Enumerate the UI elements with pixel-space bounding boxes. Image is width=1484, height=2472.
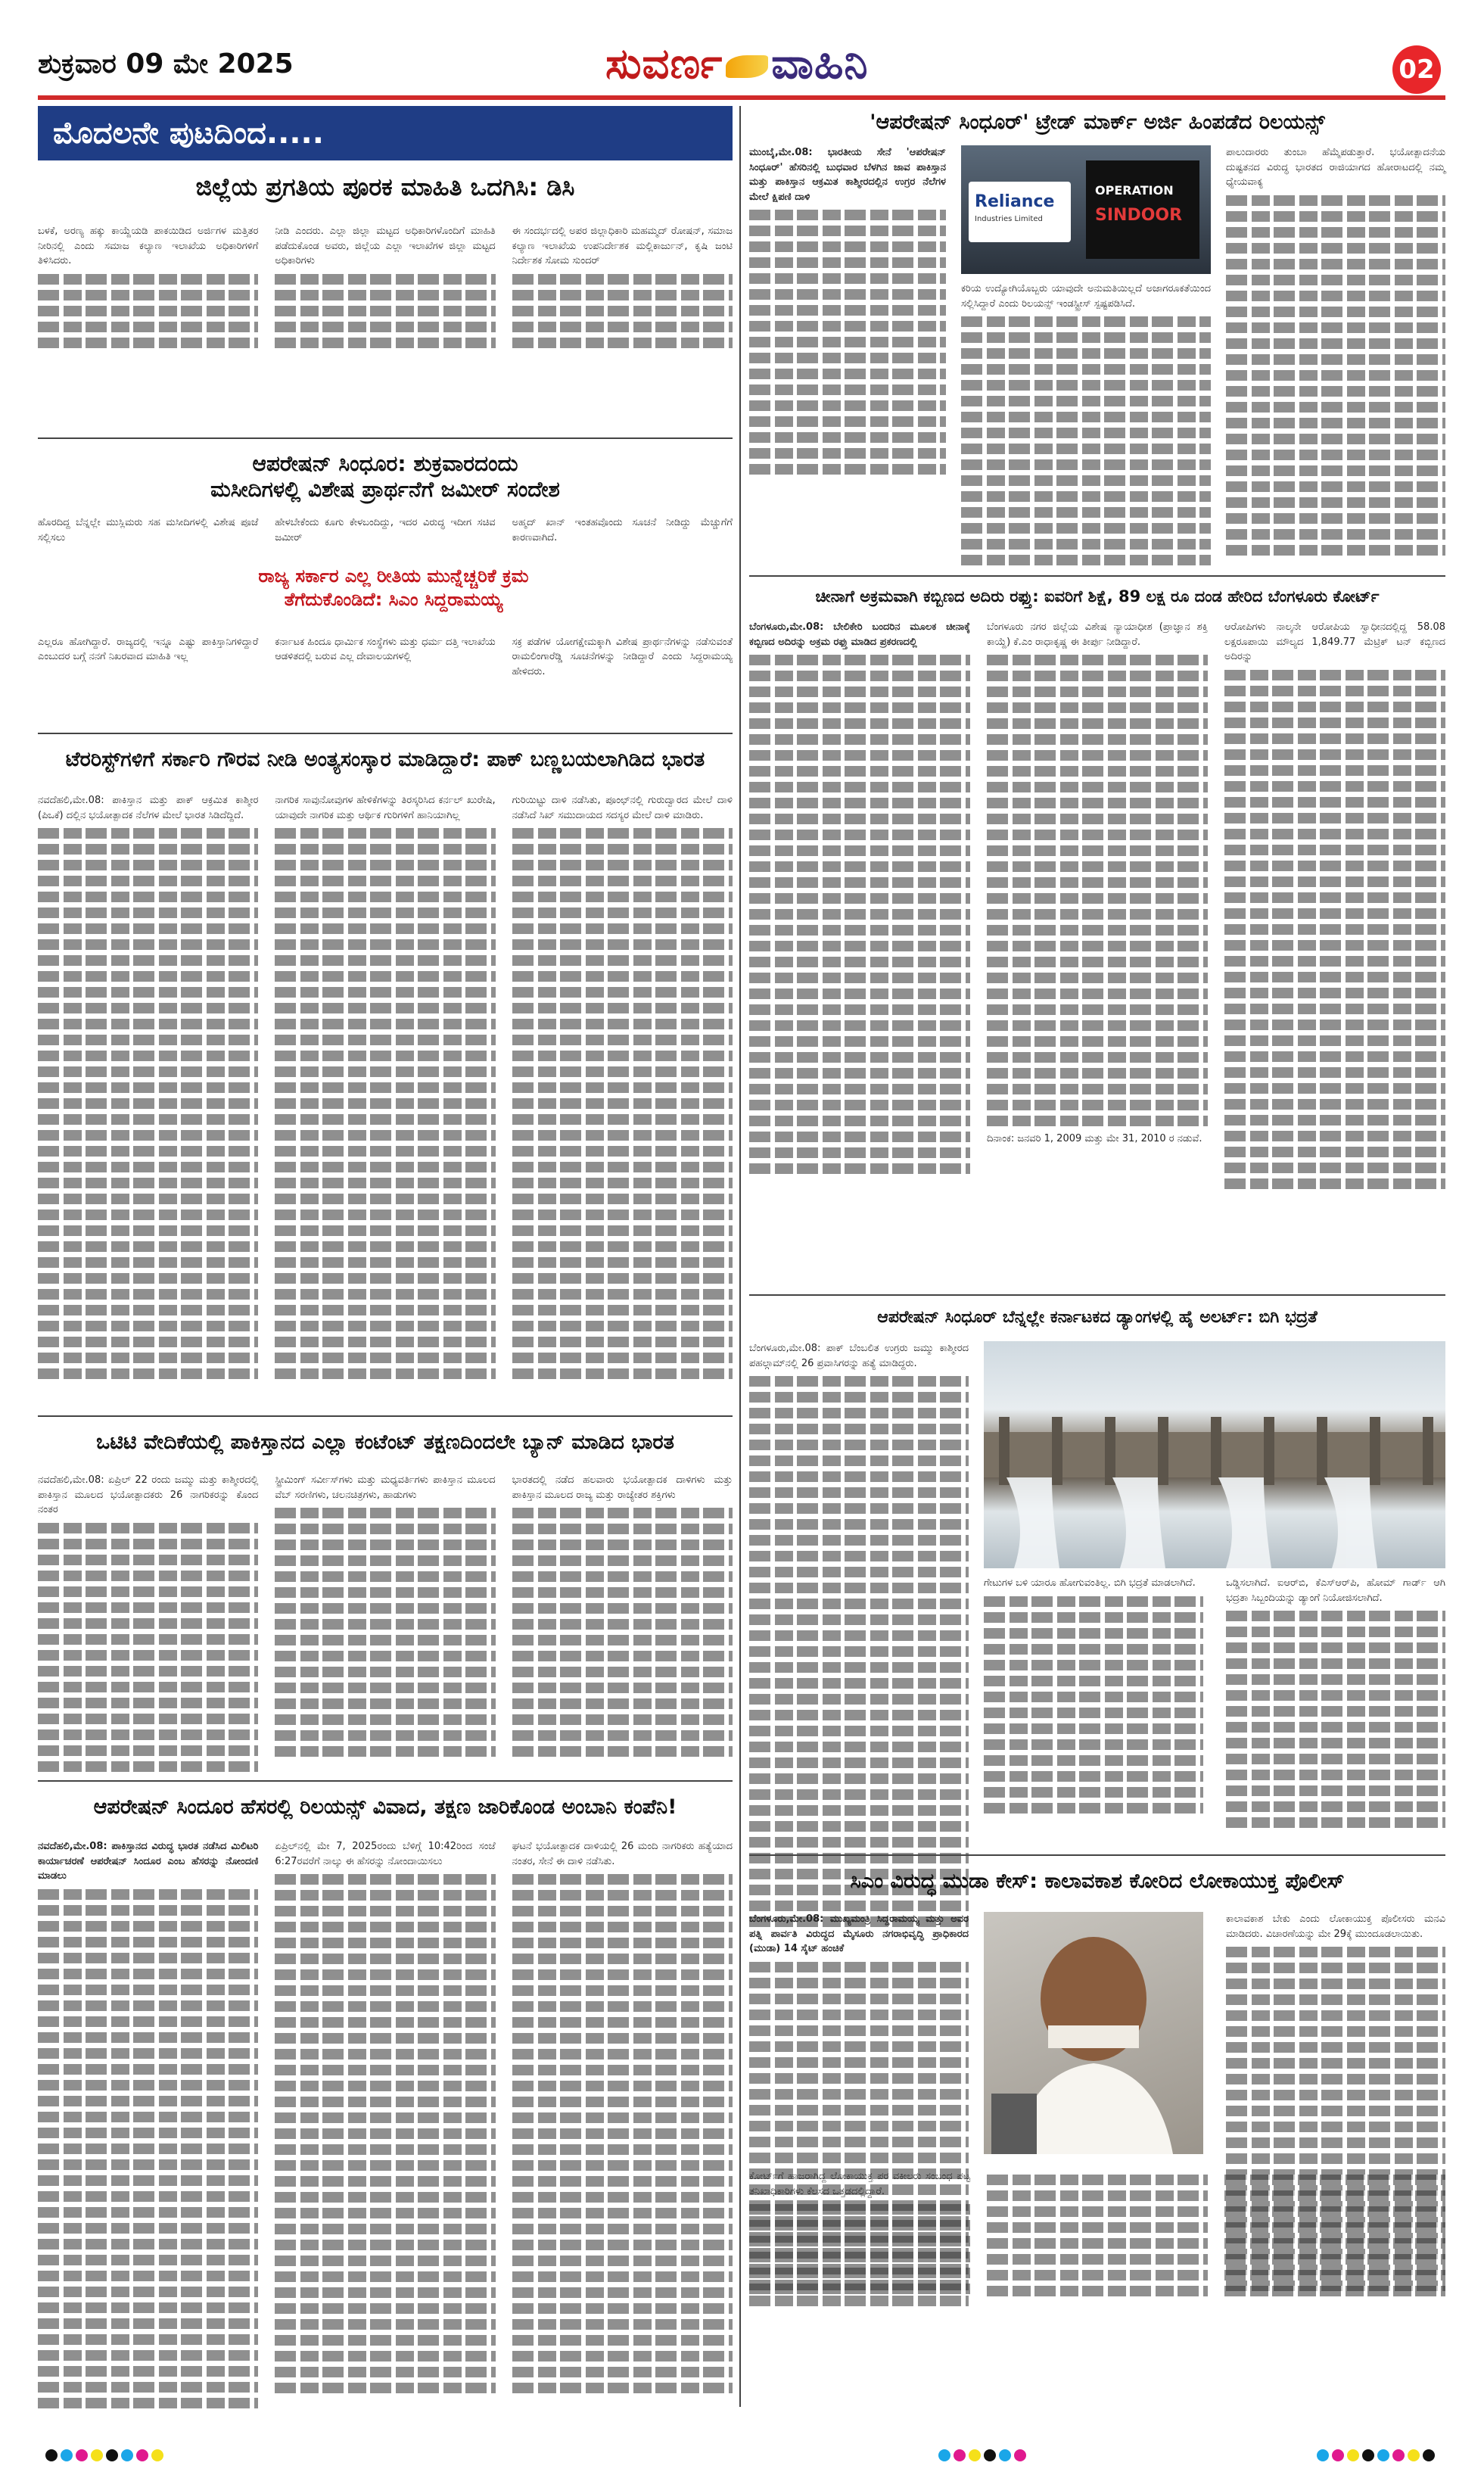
article-iron-ore-court bbox=[749, 587, 1445, 1194]
body-text: ಗುರಿಯಿಟ್ಟು ದಾಳಿ ನಡೆಸಿತು, ಪೂಂಛ್‌ನಲ್ಲಿ ಗುರುದ್ವಾರದ ಮೇಲೆ ದಾಳಿ ನಡೆಸಿದೆ ಸಿಖ್ ಸಮುದಾಯದ ಸದಸ್ಯರ ಮೇಲೆ ದಾಳಿ ಮಾಡಿರು. bbox=[512, 795, 733, 821]
headline-line2: ಮಸೀದಿಗಳಲ್ಲಿ ವಿಶೇಷ ಪ್ರಾರ್ಥನೆಗೆ ಜಮೀರ್ ಸಂದೇಶ bbox=[210, 476, 560, 502]
body-text: ಘಟನೆ ಭಯೋತ್ಪಾದಕ ದಾಳಿಯಲ್ಲಿ 26 ಮಂದಿ ನಾಗರಿಕರು ಹತ್ಯೆಯಾದ ನಂತರ, ಸೇನೆ ಈ ದಾಳಿ ನಡೆಸಿತು. bbox=[512, 1841, 733, 1867]
registration-marks-left bbox=[45, 2449, 163, 2463]
logo-part1: ಸುವರ್ಣ bbox=[605, 39, 723, 89]
body-text: ಸ್ಟ್ರೀಮಿಂಗ್ ಸರ್ವೀಸ್‌ಗಳು ಮತ್ತು ಮಧ್ಯವರ್ತಿಗಳು ಪಾಕಿಸ್ತಾನ ಮೂಲದ ವೆಬ್ ಸರಣಿಗಳು, ಚಲನಚಿತ್ರಗಳು, ಹಾಡುಗಳು bbox=[275, 1474, 496, 1501]
headline: ಒಟಿಟಿ ವೇದಿಕೆಯಲ್ಲಿ ಪಾಕಿಸ್ತಾನದ ಎಲ್ಲಾ ಕಂಟೆಂಟ್ ತಕ್ಷಣದಿಂದಲೇ ಬ್ಯಾನ್ ಮಾಡಿದ ಭಾರತ bbox=[96, 1431, 674, 1454]
image-text-reliance: Reliance bbox=[975, 192, 1055, 212]
registration-marks-right bbox=[1317, 2449, 1435, 2463]
body-text: ಎಲ್ಲರೂ ಹೋಗಿದ್ದಾರೆ. ರಾಜ್ಯದಲ್ಲಿ ಇನ್ನೂ ಎಷ್ಟು ಪಾಕಿಸ್ತಾನಿಗಳಿದ್ದಾರೆ ಎಂಬುದರ ಬಗ್ಗೆ ನನಗೆ ನಿಖರವಾದ ಮಾಹಿತಿ ಇಲ್ಲ bbox=[38, 636, 259, 663]
subheading bbox=[189, 565, 598, 612]
body-text: ಏಪ್ರಿಲ್‌ನಲ್ಲಿ ಮೇ 7, 2025ರಂದು ಬೆಳಿಗ್ಗೆ 10:42ರಿಂದ ಸಂಜೆ 6:27ರವರೆಗೆ ನಾಲ್ಕು ಈ ಹೆಸರನ್ನು ನೋಂದಾಯಿಸಲು bbox=[275, 1841, 496, 1867]
body-text: ನಾಗರಿಕ ಸಾವುನೋವುಗಳ ಹೇಳಿಕೆಗಳನ್ನು ತಿರಸ್ಕರಿಸಿದ ಕರ್ನಲ್ ಖುರೇಷಿ, ಯಾವುದೇ ನಾಗರಿಕ ಮತ್ತು ಆರ್ಥಿಕ ಗುರಿಗಳಿಗೆ ಹಾನಿಯಾಗಿಲ್ಲ bbox=[275, 795, 496, 821]
article-rule bbox=[38, 1780, 733, 1782]
article-district-progress bbox=[38, 173, 733, 353]
reliance-logo-image bbox=[961, 145, 1211, 274]
article-zameer-message bbox=[38, 451, 733, 679]
body-text: ಕರ್ನಾಟಕ ಹಿಂದೂ ಧಾರ್ಮಿಕ ಸಂಸ್ಥೆಗಳು ಮತ್ತು ಧರ್ಮ ದತ್ತಿ ಇಲಾಖೆಯ ಆಡಳಿತದಲ್ಲಿ ಬರುವ ಎಲ್ಲ ದೇವಾಲಯಗಳಲ್ಲಿ bbox=[275, 636, 496, 663]
headline: ಆಪರೇಷನ್ ಸಿಂಧೂರ್ ಬೆನ್ನಲ್ಲೇ ಕರ್ನಾಟಕದ ಡ್ಯಾಂಗಳಲ್ಲಿ ಹೈ ಅಲರ್ಟ್: ಬಿಗಿ ಭದ್ರತೆ bbox=[877, 1308, 1318, 1327]
body-text: ಹೊರದಿದ್ದ ಬೆನ್ನಲ್ಲೇ ಮುಸ್ಲಿಮರು ಸಹ ಮಸೀದಿಗಳಲ್ಲಿ ವಿಶೇಷ ಪೂಜೆ ಸಲ್ಲಿಸಲು bbox=[38, 517, 259, 543]
article-rule bbox=[38, 733, 733, 734]
body-text: ಆರೋಪಿಗಳು ನಾಲ್ಕನೇ ಆರೋಪಿಯ ಸ್ವಾಧೀನದಲ್ಲಿದ್ದ 58.08 ಲಕ್ಷರೂಪಾಯಿ ಮೌಲ್ಯದ 1,849.77 ಮೆಟ್ರಿಕ್ ಟನ್ ಕಬ್ಬಿಣದ ಅದಿರನ್ನು bbox=[1224, 621, 1445, 663]
dam-photo bbox=[984, 1341, 1445, 1568]
article-dam-alert bbox=[749, 1308, 1445, 1841]
image-text-sindoor: SINDOOR bbox=[1095, 206, 1183, 226]
body-text: ಬೆಂಗಳೂರು,ಮೇ.08: ಪಾಕ್ ಬೆಂಬಲಿತ ಉಗ್ರರು ಜಮ್ಮು ಕಾಶ್ಮೀರದ ಪಹಲ್ಗಾಮ್‌ನಲ್ಲಿ 26 ಪ್ರವಾಸಿಗರನ್ನು ಹತ್ಯೆ ಮಾಡಿದ್ದರು. bbox=[749, 1343, 969, 1369]
body-text: ಭಾರತದಲ್ಲಿ ನಡೆದ ಹಲವಾರು ಭಯೋತ್ಪಾದಕ ದಾಳಿಗಳು ಮತ್ತು ಪಾಕಿಸ್ತಾನ ಮೂಲದ ರಾಜ್ಯ ಮತ್ತು ರಾಜ್ಯೇತರ ಶಕ್ತಿಗಳು bbox=[512, 1474, 733, 1501]
body-text: ಕೋರ್ಟ್‌ಗೆ ಹಾಜರಾಗಿದ್ದ ಲೋಕಾಯುಕ್ತ ಪರ ವಕೀಲರು ಸಂಬಂಧ ಪಟ್ಟ ತನಿಖಾಧಿಕಾರಿಗಳು ಕೆಲಸದ ಒತ್ತಡದಲ್ಲಿದ್ದಾರೆ. bbox=[749, 2171, 970, 2197]
image-text-reliance-sub: Industries Limited bbox=[975, 215, 1043, 224]
portrait-illustration bbox=[984, 1912, 1203, 2154]
body-text: ಪಾಲುದಾರರು ತುಂಬಾ ಹೆಮ್ಮೆಪಡುತ್ತಾರೆ. ಭಯೋತ್ಪಾದನೆಯ ದುಷ್ಟತನದ ವಿರುದ್ಧ ಭಾರತದ ರಾಜಿಯಾಗದ ಹೋರಾಟದಲ್ಲಿ ನಮ್ಮ ಧ್ಯೇಯವಾಕ್ಯ bbox=[1226, 147, 1445, 188]
subheading-line1: ರಾಜ್ಯ ಸರ್ಕಾರ ಎಲ್ಲ ರೀತಿಯ ಮುನ್ನೆಚ್ಚರಿಕೆ ಕ್ರಮ bbox=[258, 565, 529, 587]
body-text: ಮುಂಬೈ,ಮೇ.08: ಭಾರತೀಯ ಸೇನೆ 'ಆಪರೇಷನ್ ಸಿಂಧೂರ್' ಹೆಸರಿನಲ್ಲಿ ಬುಧವಾರ ಬೆಳಗಿನ ಜಾವ ಪಾಕಿಸ್ತಾನ ಮತ್ತು ಪಾಕಿಸ್ತಾನ ಆಕ್ರಮಿತ ಕಾಶ್ಮೀರದಲ್ಲಿನ ಉಗ್ರರ ನೆಲೆಗಳ ಮೇಲೆ ಕ್ಷಿಪಣಿ ದಾಳಿ bbox=[749, 147, 946, 203]
body-text: ಗೇಟುಗಳ ಬಳಿ ಯಾರೂ ಹೋಗುವಂತಿಲ್ಲ. ಬಿಗಿ ಭದ್ರತೆ ಮಾಡಲಾಗಿದೆ. bbox=[984, 1577, 1196, 1589]
paper-logo bbox=[605, 39, 869, 89]
article-rule bbox=[38, 437, 733, 439]
article-reliance-trademark bbox=[749, 111, 1445, 569]
logo-part2: ವಾಹಿನಿ bbox=[771, 39, 869, 89]
article-ott-ban bbox=[38, 1431, 733, 1777]
masthead-rule bbox=[38, 95, 1445, 100]
body-text: ಸಕ್ರ ಪಡೆಗಳ ಯೋಗಕ್ಷೇಮಕ್ಕಾಗಿ ವಿಶೇಷ ಪ್ರಾರ್ಥನೆಗಳನ್ನು ನಡೆಸುವಂತೆ ರಾಮಲಿಂಗಾರೆಡ್ಡಿ ಸೂಚನೆಗಳನ್ನು ನೀಡಿದ್ದಾರೆ ಎಂದು ಸಿದ್ದರಾಮಯ್ಯ ಹೇಳಿದರು. bbox=[512, 636, 733, 677]
article-terrorist-funeral bbox=[38, 748, 733, 1384]
body-text: ಹೇಳಬೇಕೆಂದು ಕೂಗು ಕೇಳಬಂದಿದ್ದು, ಇದರ ವಿರುದ್ಧ ಇದೀಗ ಸಚಿವ ಜಮೀರ್ bbox=[275, 517, 496, 543]
masthead bbox=[0, 0, 1484, 98]
headline: ಟೆರರಿಸ್ಟ್‌ಗಳಿಗೆ ಸರ್ಕಾರಿ ಗೌರವ ನೀಡಿ ಅಂತ್ಯಸಂಸ್ಕಾರ ಮಾಡಿದ್ದಾರೆ: ಪಾಕ್ ಬಣ್ಣಬಯಲಾಗಿಡಿದ ಭಾರತ bbox=[65, 748, 705, 771]
dam-gates-illustration bbox=[984, 1341, 1445, 1568]
column-divider bbox=[739, 106, 741, 2407]
headline: ಸಿಎಂ ವಿರುದ್ಧ ಮುಡಾ ಕೇಸ್: ಕಾಲಾವಕಾಶ ಕೋರಿದ ಲೋಕಾಯುಕ್ತ ಪೊಲೀಸ್ bbox=[850, 1870, 1345, 1893]
article-rule bbox=[38, 1415, 733, 1417]
body-text: ಒಡ್ಡಿಸಲಾಗಿದೆ. ಐಆರ್‌ಬಿ, ಕೆಎಸ್‌ಆರ್‌ಪಿ, ಹೋಮ್ ಗಾರ್ಡ್ ಆಗಿ ಭದ್ರತಾ ಸಿಬ್ಬಂದಿಯನ್ನು ಡ್ಯಾಂಗೆ ನಿಯೋಜಿಸಲಾಗಿದೆ. bbox=[1226, 1577, 1445, 1604]
article-rule bbox=[749, 575, 1445, 577]
body-text: ನೀಡಿ ಎಂದರು. ಎಲ್ಲಾ ಜಿಲ್ಲಾ ಮಟ್ಟದ ಅಧಿಕಾರಿಗಳೊಂದಿಗೆ ಮಾಹಿತಿ ಪಡೆದುಕೊಂಡ ಅವರು, ಜಿಲ್ಲೆಯ ಎಲ್ಲಾ ಇಲಾಖೆಗಳ ಜಿಲ್ಲಾ ಮಟ್ಟದ ಅಧಿಕಾರಿಗಳು bbox=[275, 226, 496, 267]
article-muda-case bbox=[749, 1870, 1445, 2427]
page-number-badge: 02 bbox=[1392, 45, 1441, 94]
body-text: ದಿನಾಂಕ: ಜನವರಿ 1, 2009 ಮತ್ತು ಮೇ 31, 2010 ರ ನಡುವೆ. bbox=[987, 1133, 1202, 1145]
article-rule bbox=[749, 1854, 1445, 1856]
headline-line1: ಆಪರೇಷನ್ ಸಿಂಧೂರ: ಶುಕ್ರವಾರದಂದು bbox=[252, 451, 518, 476]
body-text: ಬೆಂಗಳೂರು ನಗರ ಜಿಲ್ಲೆಯ ವಿಶೇಷ ನ್ಯಾಯಾಧೀಶ (ಪ್ರಾಜ್ಞಾನ ಶಕ್ತಿ ಕಾಯ್ದೆ) ಕೆ.ಎಂ ರಾಧಾಕೃಷ್ಣ ಈ ತೀರ್ಪು ನೀಡಿದ್ದಾರೆ. bbox=[987, 621, 1208, 648]
headline: 'ಆಪರೇಷನ್ ಸಿಂಧೂರ್' ಟ್ರೇಡ್ ಮಾರ್ಕ್ ಅರ್ಜಿ ಹಿಂಪಡೆದ ರಿಲಯನ್ಸ್ bbox=[870, 111, 1325, 134]
article-reliance-controversy bbox=[38, 1795, 733, 2414]
headline: ಆಪರೇಷನ್ ಸಿಂದೂರ ಹೆಸರಲ್ಲಿ ರಿಲಯನ್ಸ್ ವಿವಾದ, ತಕ್ಷಣ ಜಾರಿಕೊಂಡ ಅಂಬಾನಿ ಕಂಪೆನಿ! bbox=[93, 1795, 677, 1819]
body-text: ಬೆಂಗಳೂರು,ಮೇ.08: ಬೇಲಿಕೇರಿ ಬಂದರಿನ ಮೂಲಕ ಚೀನಾಕ್ಕೆ ಕಬ್ಬಿಣದ ಅದಿರನ್ನು ಅಕ್ರಮ ರಫ್ತು ಮಾಡಿದ ಪ್ರಕರಣದಲ್ಲಿ bbox=[749, 621, 970, 648]
section-banner: ಮೊದಲನೇ ಪುಟದಿಂದ..... bbox=[38, 106, 733, 160]
image-text-operation: OPERATION bbox=[1095, 183, 1174, 198]
registration-marks-center bbox=[938, 2449, 1026, 2463]
headline: ಜಿಲ್ಲೆಯ ಪ್ರಗತಿಯ ಪೂರಕ ಮಾಹಿತಿ ಒದಗಿಸಿ: ಡಿಸಿ bbox=[195, 173, 575, 201]
issue-date: ಶುಕ್ರವಾರ 09 ಮೇ 2025 bbox=[38, 48, 294, 79]
cm-siddaramaiah-photo bbox=[984, 1912, 1203, 2154]
body-text: ಈ ಸಂದರ್ಭದಲ್ಲಿ ಅಪರ ಜಿಲ್ಲಾಧಿಕಾರಿ ಮಹಮ್ಮದ್ ರೋಷನ್, ಸಮಾಜ ಕಲ್ಯಾಣ ಇಲಾಖೆಯ ಉಪನಿರ್ದೇಶಕ ಮಲ್ಲಿಕಾರ್ಜುನ್, ಕೃಷಿ ಜಂಟಿ ನಿರ್ದೇಶಕ ಸೋಮ ಸುಂದರ್ bbox=[512, 226, 733, 267]
body-text: ನವದೆಹಲಿ,ಮೇ.08: ಏಪ್ರಿಲ್ 22 ರಂದು ಜಮ್ಮು ಮತ್ತು ಕಾಶ್ಮೀರದಲ್ಲಿ ಪಾಕಿಸ್ತಾನ ಮೂಲದ ಭಯೋತ್ಪಾದಕರು 26 ನಾಗರಿಕರನ್ನು ಕೊಂದ ನಂತರ bbox=[38, 1474, 259, 1516]
body-text: ಬೆಂಗಳೂರು,ಮೇ.08: ಮುಖ್ಯಮಂತ್ರಿ ಸಿದ್ದರಾಮಯ್ಯ ಮತ್ತು ಅವರ ಪತ್ನಿ ಪಾರ್ವತಿ ವಿರುದ್ಧದ ಮೈಸೂರು ನಗರಾಭಿವೃದ್ಧಿ ಪ್ರಾಧಿಕಾರದ (ಮುಡಾ) 14 ಸೈಟ್ ಹಂಚಿಕೆ bbox=[749, 1913, 969, 1955]
body-text: ಅಹ್ಮದ್ ಖಾನ್ ಇಂತಹವೊಂದು ಸೂಚನೆ ನೀಡಿದ್ದು ಮೆಚ್ಚುಗೆಗೆ ಕಾರಣವಾಗಿದೆ. bbox=[512, 517, 733, 543]
article-rule bbox=[749, 1294, 1445, 1296]
body-text: ನವದೆಹಲಿ,ಮೇ.08: ಪಾಕಿಸ್ತಾನ ಮತ್ತು ಪಾಕ್ ಆಕ್ರಮಿತ ಕಾಶ್ಮೀರ (ಪಿಒಕೆ) ದಲ್ಲಿನ ಭಯೋತ್ಪಾದಕ ನೆಲೆಗಳ ಮೇಲೆ ಭಾರತ ಸಿಡಿದೆದ್ದಿದೆ. bbox=[38, 795, 259, 821]
body-text: ನವದೆಹಲಿ,ಮೇ.08: ಪಾಕಿಸ್ತಾನದ ವಿರುದ್ಧ ಭಾರತ ನಡೆಸಿದ ಮಿಲಿಟರಿ ಕಾರ್ಯಾಚರಣೆ ಆಪರೇಷನ್ ಸಿಂದೂರ ಎಂಬ ಹೆಸರನ್ನು ನೋಂದಣಿ ಮಾಡಲು bbox=[38, 1841, 259, 1882]
headline: ಚೀನಾಗೆ ಅಕ್ರಮವಾಗಿ ಕಬ್ಬಿಣದ ಅದಿರು ರಫ್ತು: ಐವರಿಗೆ ಶಿಕ್ಷೆ, 89 ಲಕ್ಷ ರೂ ದಂಡ ಹೇರಿದ ಬೆಂಗಳೂರು ಕೋರ್ಟ್ bbox=[815, 587, 1380, 606]
wing-icon bbox=[726, 55, 768, 78]
body-text: ಬಳಕೆ, ಅರಣ್ಯ ಹಕ್ಕು ಕಾಯ್ದೆಯಡಿ ಪಾಕಯಿಡಿದ ಅರ್ಜಿಗಳ ಮತ್ತಿತರ ನೀರಿನಲ್ಲಿ ಎಂದು ಸಮಾಜ ಕಲ್ಯಾಣ ಇಲಾಖೆಯ ಅಧಿಕಾರಿಗಳಿಗೆ ತಿಳಿಸಿದರು. bbox=[38, 226, 259, 267]
image-caption: ಕರಿಯ ಉದ್ಯೋಗಿಯೊಬ್ಬರು ಯಾವುದೇ ಅನುಮತಿಯಿಲ್ಲದೆ ಅಜಾಗರೂಕತೆಯಿಂದ ಸಲ್ಲಿಸಿದ್ದಾರೆ ಎಂದು ರಿಲಯನ್ಸ್ ಇಂಡಸ್ಟ್ರೀಸ್ ಸ್ಪಷ್ಟಪಡಿಸಿದೆ. bbox=[961, 283, 1211, 310]
body-text: ಕಾಲಾವಕಾಶ ಬೇಕು ಎಂದು ಲೋಕಾಯುಕ್ತ ಪೊಲೀಸರು ಮನವಿ ಮಾಡಿದರು. ವಿಚಾರಣೆಯನ್ನು ಮೇ 29ಕ್ಕೆ ಮುಂದೂಡಲಾಯಿತು. bbox=[1226, 1913, 1445, 1940]
subheading-line2: ತೆಗೆದುಕೊಂಡಿದೆ: ಸಿಎಂ ಸಿದ್ದರಾಮಯ್ಯ bbox=[284, 589, 503, 611]
